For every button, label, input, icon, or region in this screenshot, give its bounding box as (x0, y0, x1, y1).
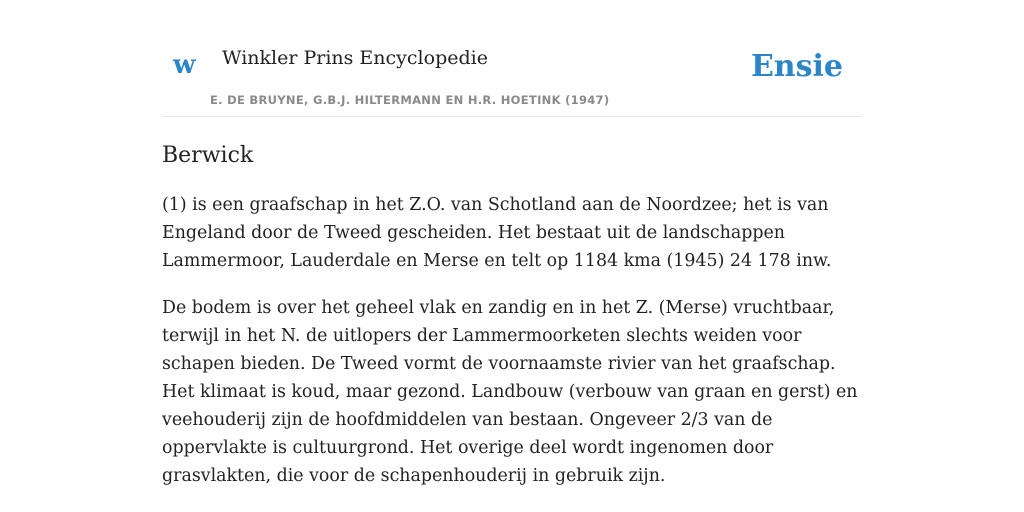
page (162, 0, 862, 490)
authors-line: E. DE BRUYNE, G.B.J. HILTERMANN EN H.R. HOETINK (1947) (210, 93, 610, 107)
site-header (162, 0, 862, 117)
article-title: Berwick (162, 143, 254, 168)
ensie-logo[interactable]: Ensie (750, 49, 843, 84)
winkler-prins-logo[interactable]: w (173, 50, 196, 80)
article (162, 117, 862, 490)
article-paragraph-2: De bodem is over het geheel vlak en zandig en in het Z. (Merse) vruchtbaar, terwijl in het N. de uitlopers der Lammermoorketen slechts weiden voor schapen bieden. De Tweed vormt de voornaamste rivier van het graafschap. Het klimaat is koud, maar gezond. Landbouw (verbouw van graan en gerst) en veehouderij zijn de hoofdmiddelen van bestaan. Ongeveer 2/3 van de oppervlakte is cultuurgrond. Het overige deel wordt ingenomen door grasvlakten, die voor de schapenhouderij in gebruik zijn. (162, 298, 858, 487)
encyclopedia-title[interactable]: Winkler Prins Encyclopedie (222, 47, 488, 69)
article-paragraph-1: (1) is een graafschap in het Z.O. van Schotland aan de Noordzee; het is van Engeland door de Tweed gescheiden. Het bestaat uit de landschappen Lammermoor, Lauderdale en Merse en telt op 1184 kma (1945) 24 178 inw. (162, 195, 832, 272)
